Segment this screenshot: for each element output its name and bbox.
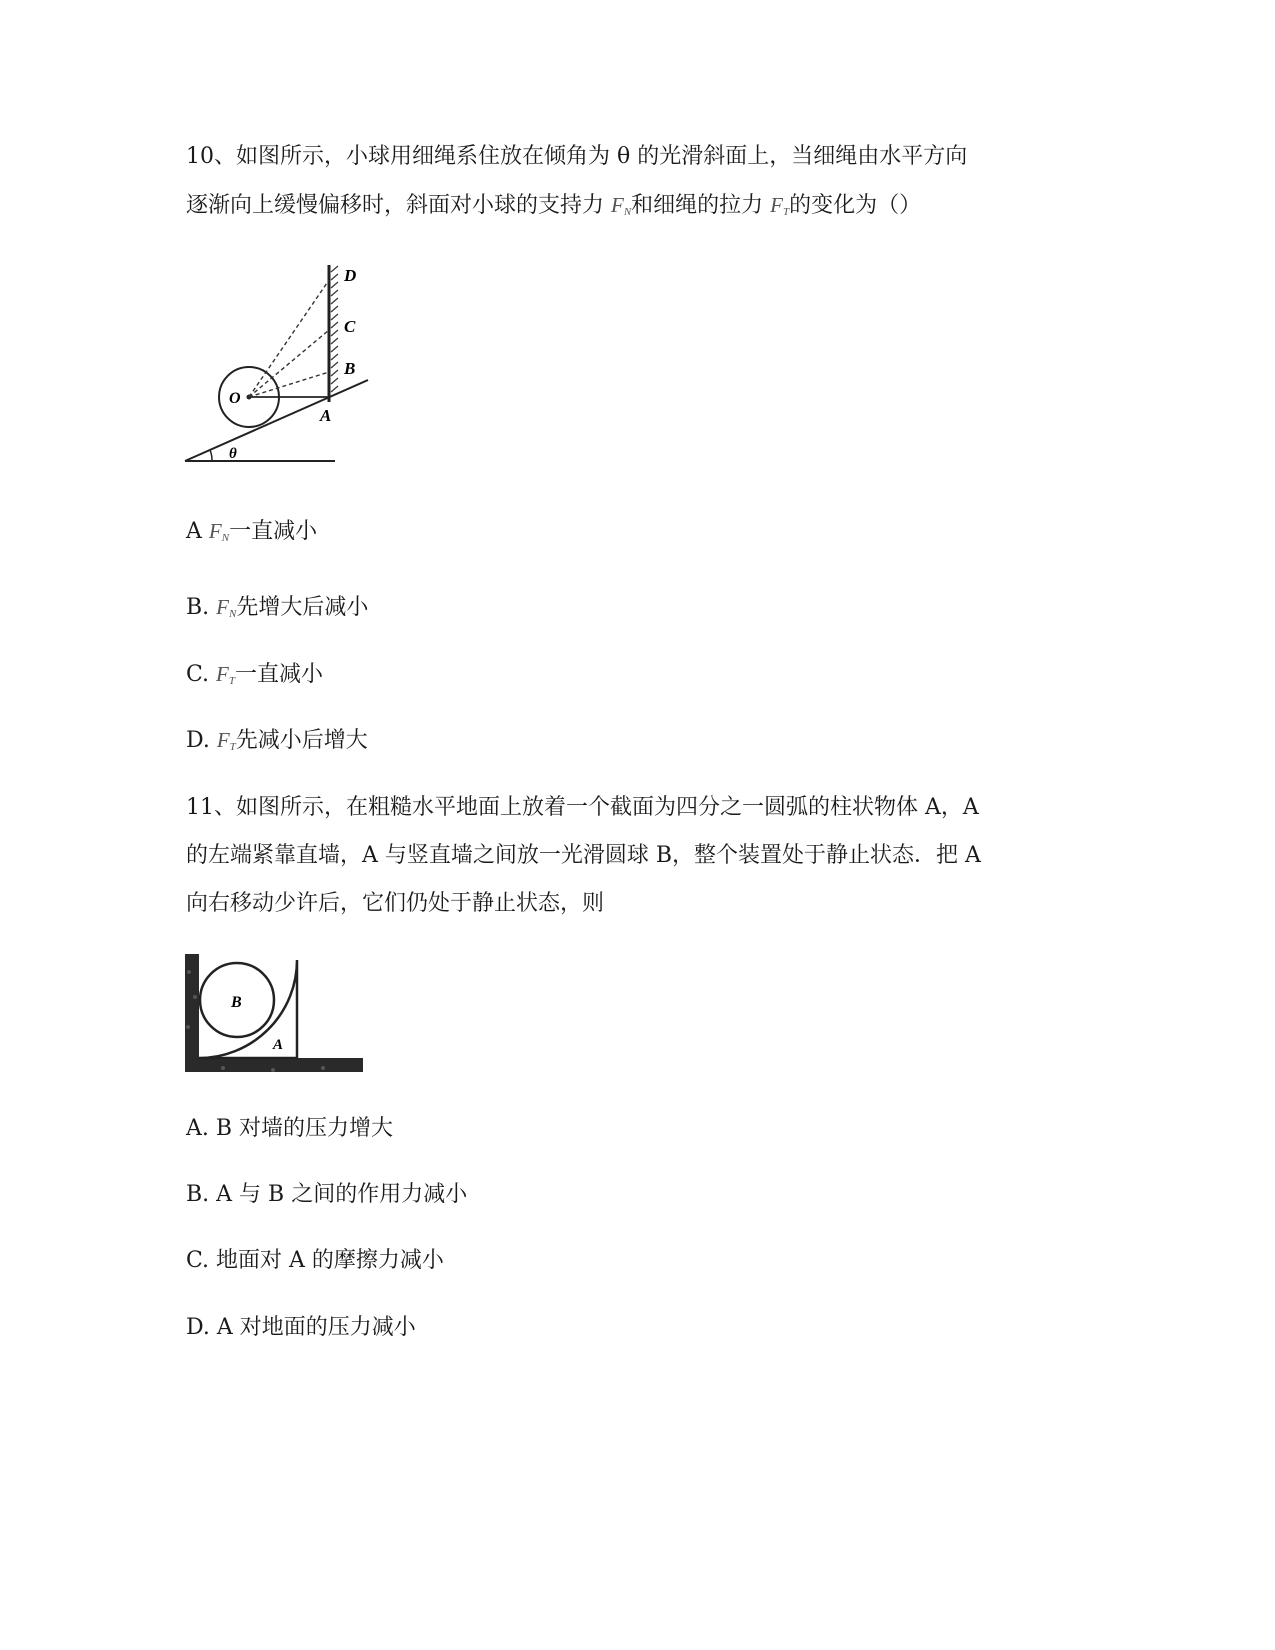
q10-label-c: C	[344, 317, 356, 336]
q10-label-o: O	[229, 390, 241, 407]
q11-option-d: D. A 对地面的压力减小	[186, 1315, 416, 1340]
q11-label-b: B	[231, 994, 242, 1011]
q11-stem-line3: 向右移动少许后，它们仍处于静止状态，则	[186, 891, 605, 916]
q10-ft-symbol: $F_T$	[770, 193, 790, 218]
q10-option-b: B. $F_N$先增大后减小	[186, 595, 369, 620]
q11-option-c: C. 地面对 A 的摩擦力减小	[186, 1248, 444, 1273]
q10-stem-text-a: 逐渐向上缓慢偏移时，斜面对小球的支持力	[186, 193, 611, 218]
q10-label-a: A	[320, 406, 332, 425]
q10-stem-line2	[186, 190, 921, 227]
q10-fn-symbol: $F_N$	[611, 193, 632, 218]
q11-option-a: A. B 对墙的压力增大	[186, 1116, 394, 1141]
q10-stem-line1: 10、如图所示，小球用细绳系住放在倾角为 θ 的光滑斜面上，当细绳由水平方向	[186, 144, 968, 169]
q11-figure-wall-ball	[183, 952, 368, 1077]
q11-label-a: A	[273, 1037, 284, 1053]
q10-stem-text-c: 的变化为（）	[789, 193, 922, 218]
q11-stem-line1: 11、如图所示，在粗糙水平地面上放着一个截面为四分之一圆弧的柱状物体 A，A	[186, 795, 979, 820]
q10-option-a: A $F_N$一直减小	[186, 519, 318, 544]
q11-stem-line2: 的左端紧靠直墙，A 与竖直墙之间放一光滑圆球 B，整个装置处于静止状态．把 A	[186, 843, 981, 868]
q11-option-b: B. A 与 B 之间的作用力减小	[186, 1182, 468, 1207]
q10-option-d: D. $F_T$先减小后增大	[186, 728, 368, 753]
q10-figure-incline	[180, 262, 380, 472]
q10-label-theta: θ	[229, 446, 237, 462]
q10-option-c: C. $F_T$一直减小	[186, 662, 324, 687]
q10-label-d: D	[344, 266, 357, 285]
q10-label-b: B	[344, 359, 356, 378]
q10-stem-text-b: 和细绳的拉力	[631, 193, 771, 218]
